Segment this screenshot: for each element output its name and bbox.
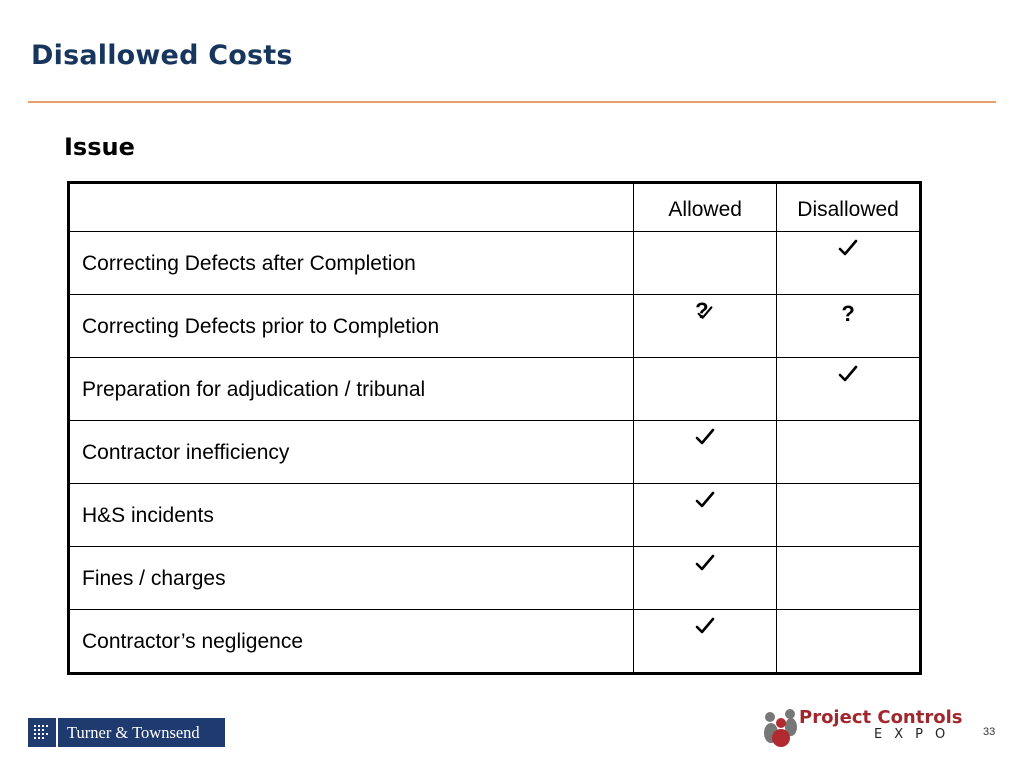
row-disallowed bbox=[777, 421, 921, 484]
check-icon bbox=[695, 492, 715, 515]
row-issue: Correcting Defects prior to Completion bbox=[69, 295, 634, 358]
table-row bbox=[69, 484, 921, 547]
row-allowed bbox=[634, 610, 777, 674]
row-issue: Preparation for adjudication / tribunal bbox=[69, 358, 634, 421]
row-disallowed bbox=[777, 484, 921, 547]
row-disallowed bbox=[777, 547, 921, 610]
table-row bbox=[69, 232, 921, 295]
row-allowed bbox=[634, 295, 777, 358]
row-issue: Correcting Defects after Completion bbox=[69, 232, 634, 295]
row-allowed bbox=[634, 232, 777, 295]
page-number: 33 bbox=[983, 726, 996, 738]
pc-logo-title: Project Controls bbox=[799, 707, 963, 728]
row-allowed bbox=[634, 484, 777, 547]
row-allowed bbox=[634, 421, 777, 484]
table-row bbox=[69, 358, 921, 421]
row-issue: Fines / charges bbox=[69, 547, 634, 610]
check-icon bbox=[838, 366, 858, 389]
table-header-row bbox=[69, 183, 921, 232]
project-controls-expo-logo bbox=[762, 705, 974, 747]
question-mark: ? bbox=[695, 298, 709, 323]
header-issue bbox=[69, 183, 634, 232]
pc-logo-subtitle: EXPO bbox=[874, 727, 958, 742]
check-icon bbox=[838, 240, 858, 263]
row-disallowed bbox=[777, 295, 921, 358]
table-row bbox=[69, 610, 921, 674]
question-mark: ? bbox=[841, 301, 855, 326]
tt-grid-icon bbox=[28, 718, 58, 747]
cost-table bbox=[67, 181, 922, 675]
people-icon bbox=[762, 705, 802, 747]
check-icon bbox=[695, 555, 715, 578]
row-issue: Contractor inefficiency bbox=[69, 421, 634, 484]
row-allowed bbox=[634, 547, 777, 610]
header-disallowed: Disallowed bbox=[777, 183, 921, 232]
table-row bbox=[69, 547, 921, 610]
row-allowed bbox=[634, 358, 777, 421]
row-disallowed bbox=[777, 610, 921, 674]
table-row bbox=[69, 295, 921, 358]
question-check-icon bbox=[693, 298, 717, 325]
row-issue: H&S incidents bbox=[69, 484, 634, 547]
header-allowed: Allowed bbox=[634, 183, 777, 232]
table-row bbox=[69, 421, 921, 484]
row-disallowed bbox=[777, 358, 921, 421]
turner-townsend-logo bbox=[28, 718, 225, 747]
slide-title: Disallowed Costs bbox=[31, 40, 293, 71]
row-issue: Contractor’s negligence bbox=[69, 610, 634, 674]
row-disallowed bbox=[777, 232, 921, 295]
check-icon bbox=[695, 618, 715, 641]
title-divider bbox=[28, 101, 996, 103]
tt-logo-text: Turner & Townsend bbox=[67, 722, 200, 742]
check-icon bbox=[695, 429, 715, 452]
section-heading: Issue bbox=[64, 133, 135, 161]
